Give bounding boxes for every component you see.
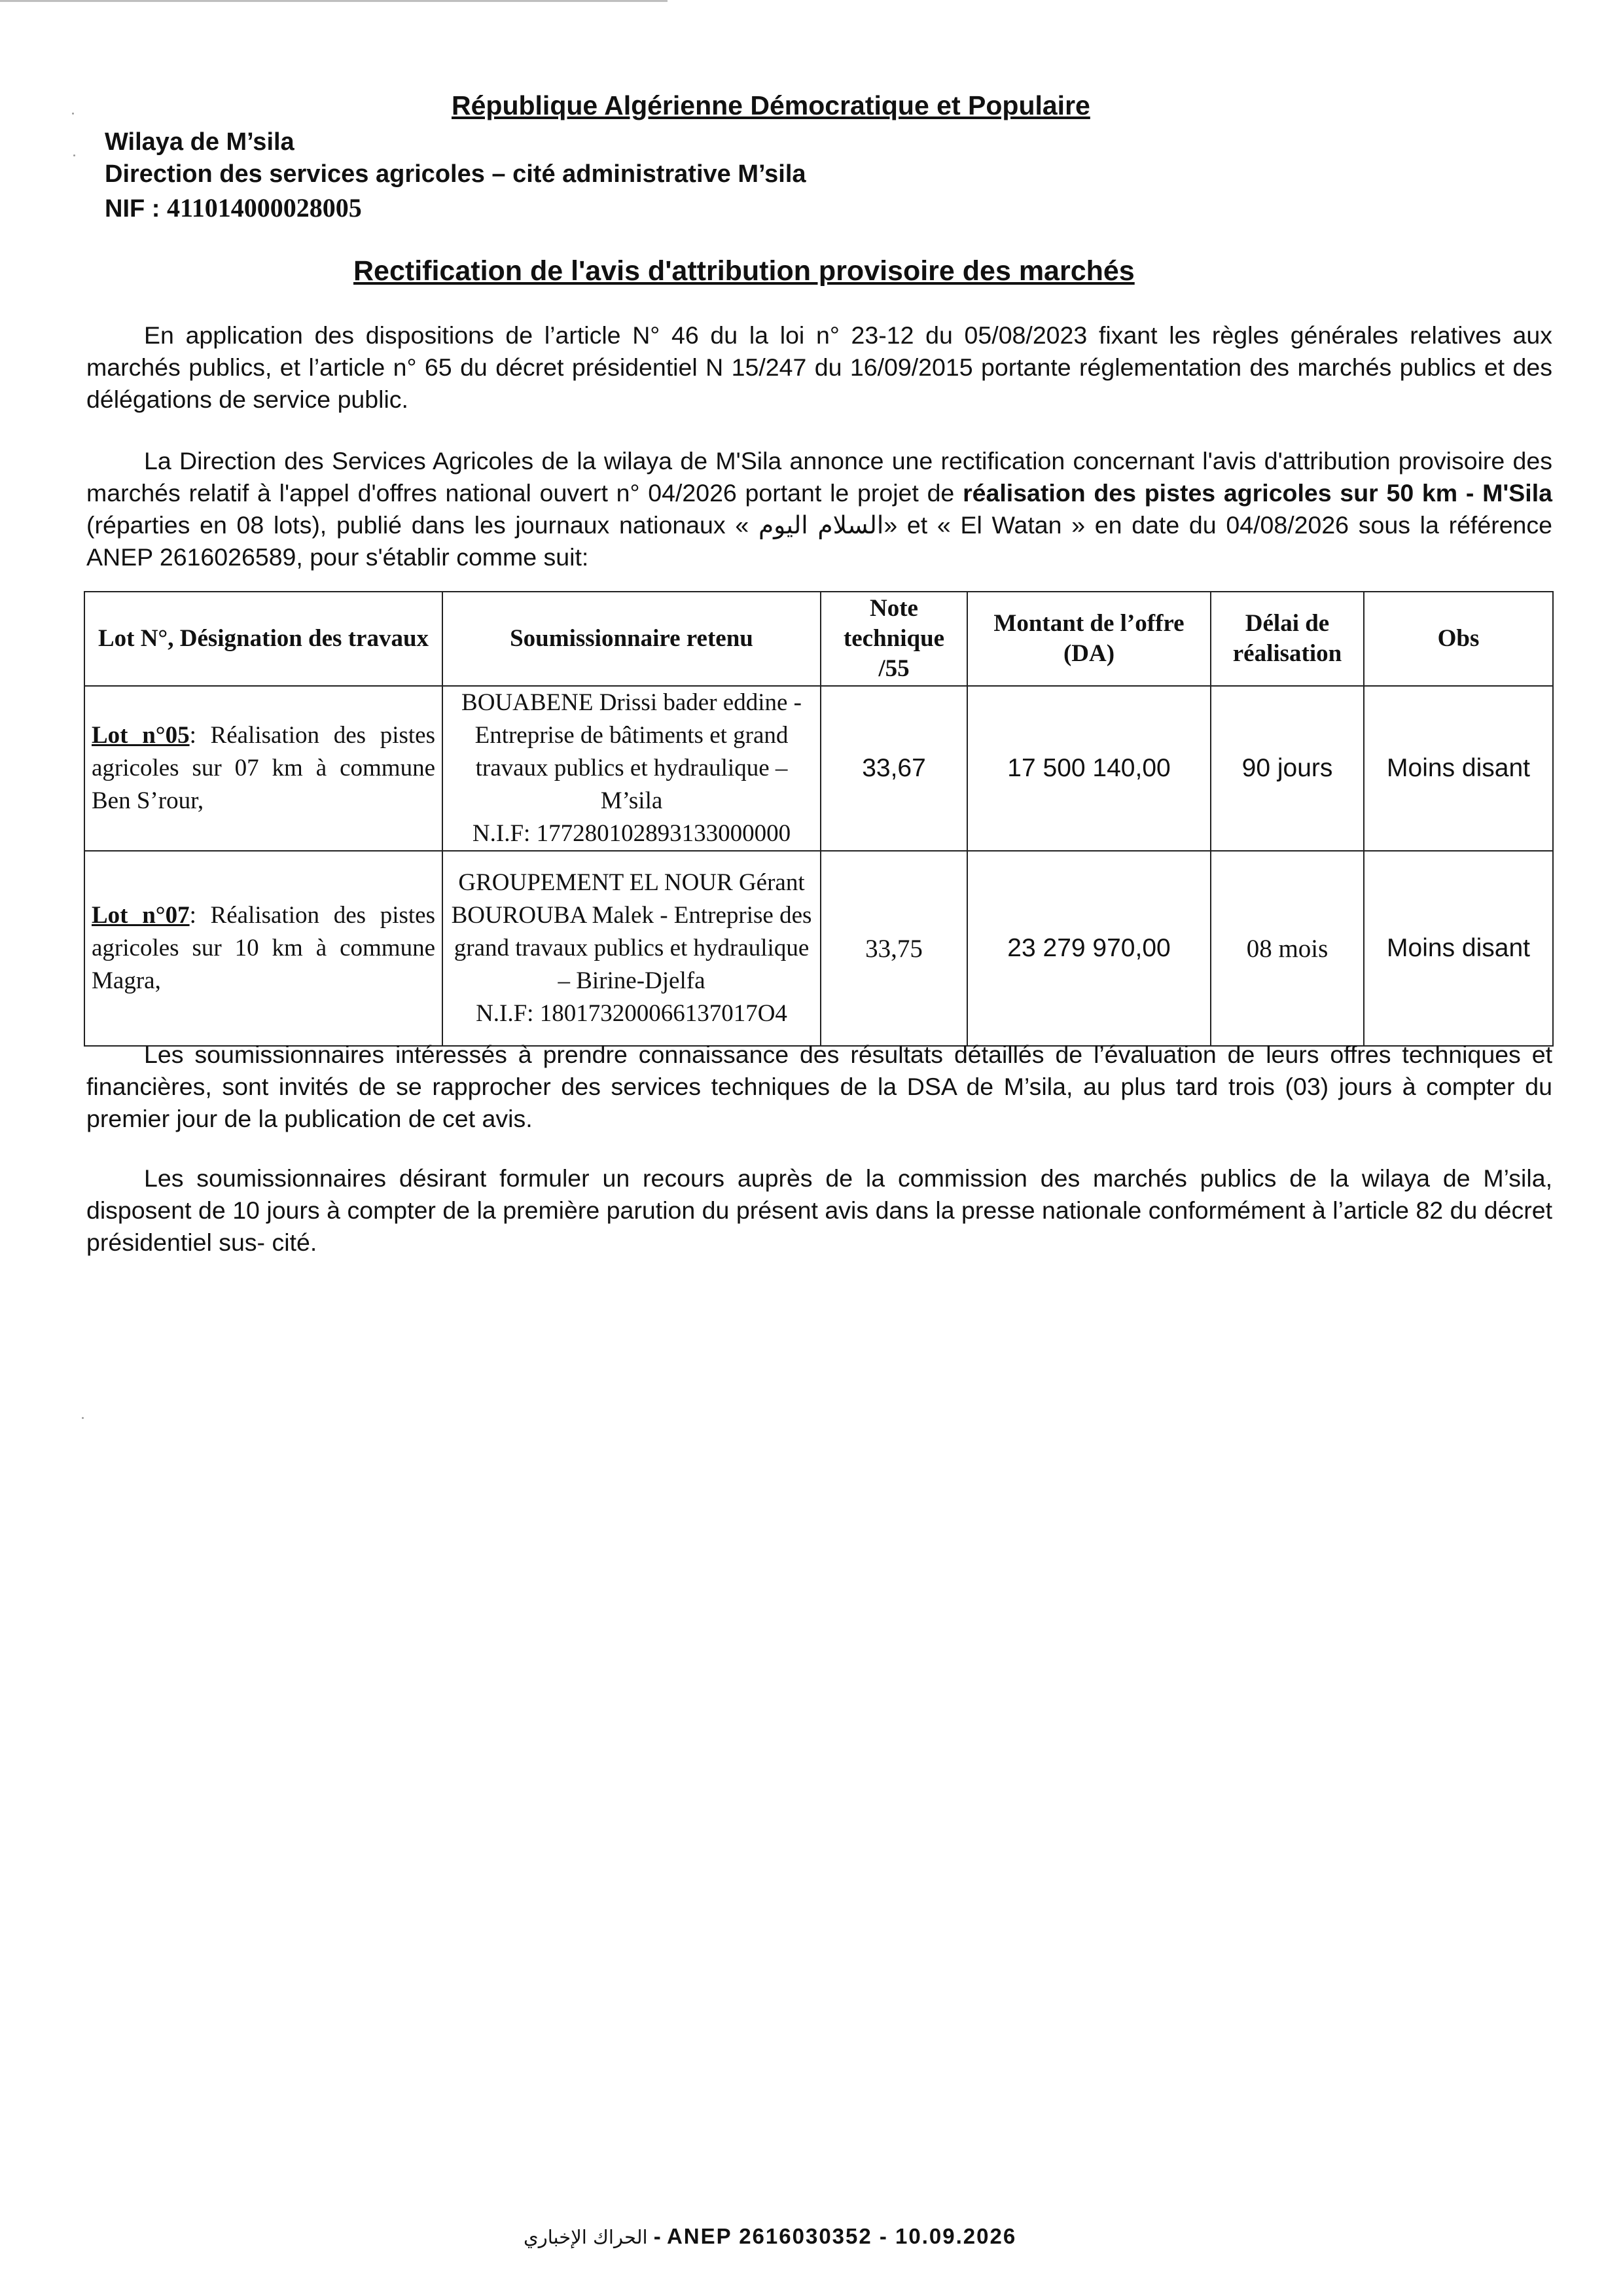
obs-cell: Moins disant: [1364, 686, 1553, 851]
note-cell: 33,67: [821, 686, 967, 851]
publication-footer: [524, 2224, 1016, 2249]
scan-speck: [72, 113, 74, 115]
closing-paragraph-2: [86, 1162, 1552, 1259]
bidder-cell: [442, 851, 821, 1046]
lot-number: Lot n°05: [92, 722, 190, 749]
bidder-nif: N.I.F: 177280102893133000000: [472, 820, 791, 847]
newspaper-name: الحراك الإخباري: [524, 2226, 648, 2248]
bidder-name: BOUABENE Drissi bader eddine - Entreprise de bâtiments et grand travaux publics et hydraulique – M’sila: [461, 689, 802, 814]
bidder-nif: N.I.F: 180173200066137017O4: [476, 1000, 787, 1027]
amount-cell: 17 500 140,00: [967, 686, 1211, 851]
table-row: [84, 686, 1553, 851]
scan-speck: [73, 154, 75, 156]
nif-label: NIF :: [105, 195, 160, 223]
nif-value: 411014000028005: [167, 193, 362, 223]
header-delay: Délai de réalisation: [1211, 592, 1364, 686]
table-header-row: [84, 592, 1553, 686]
nif-line: [105, 192, 362, 223]
table-row: [84, 851, 1553, 1046]
notice-title: Rectification de l'avis d'attribution provisoire des marchés: [353, 255, 1135, 287]
intro-paragraph-2-text-b: (réparties en 08 lots), publié dans les journaux nationaux « السلام اليوم» et « El Watan » en date du 04/08/2026 sous la référence ANEP 2616026589, pour s'établir comme suit:: [86, 511, 1553, 571]
closing-paragraph-2-text: Les soumissionnaires désirant formuler un recours auprès de la commission des marchés publics de la wilaya de M’sila, disposent de 10 jours à compter de la première parution du présent avis dans la presse nationale conformément à l’article 82 du décret présidentiel sus- cité.: [86, 1164, 1552, 1256]
direction-line: Direction des services agricoles – cité administrative M’sila: [105, 160, 806, 188]
header-bidder: Soumissionnaire retenu: [442, 592, 821, 686]
intro-paragraph-1-text: En application des dispositions de l’article N° 46 du la loi n° 23-12 du 05/08/2023 fixant les règles générales relatives aux marchés publics, et l’article n° 65 du décret présidentiel N 15/247 du 16/09/2015 portante réglementation des marchés publics et des délégations de service public.: [86, 321, 1552, 413]
header-note: Note technique /55: [821, 592, 967, 686]
bidder-name: GROUPEMENT EL NOUR Gérant BOUROUBA Malek - Entreprise des grand travaux publics et hydraulique – Birine-Djelfa: [451, 869, 812, 994]
lot-description: : Réalisation des pistes agricoles sur 07 km à commune Ben S’rour,: [92, 722, 435, 814]
closing-paragraph-1-text: Les soumissionnaires intéressés à prendre connaissance des résultats détaillés de l’évaluation de leurs offres techniques et financières, sont invités de se rapprocher des services techniques de la DSA de M’sila, au plus tard trois (03) jours à compter du premier jour de la publication de cet avis.: [86, 1041, 1552, 1132]
bidder-cell: [442, 686, 821, 851]
lot-number: Lot n°07: [92, 902, 190, 929]
project-name: réalisation des pistes agricoles sur 50 km - M'Sila: [963, 479, 1553, 507]
anep-reference: - ANEP 2616030352 - 10.09.2026: [653, 2224, 1017, 2248]
lot-cell: [84, 851, 442, 1046]
republic-heading: République Algérienne Démocratique et Populaire: [452, 90, 1090, 120]
note-cell: 33,75: [821, 851, 967, 1046]
scan-speck: [82, 1417, 84, 1419]
header-lot: Lot N°, Désignation des travaux: [84, 592, 442, 686]
award-table: [84, 591, 1554, 1047]
header-amount: Montant de l’offre (DA): [967, 592, 1211, 686]
delay-cell: 08 mois: [1211, 851, 1364, 1046]
lot-cell: [84, 686, 442, 851]
delay-cell: 90 jours: [1211, 686, 1364, 851]
intro-paragraph-2: [86, 445, 1552, 573]
closing-paragraph-1: [86, 1039, 1552, 1135]
obs-cell: Moins disant: [1364, 851, 1553, 1046]
intro-paragraph-2-text-a: La Direction des Services Agricoles de la wilaya de M'Sila annonce une rectification concernant l'avis d'attribution provisoire des marchés relatif à l'appel d'offres national ouvert n° 04/2026 portant le projet de: [86, 447, 1552, 507]
lot-description: : Réalisation des pistes agricoles sur 10 km à commune Magra,: [92, 902, 435, 994]
amount-cell: 23 279 970,00: [967, 851, 1211, 1046]
header-obs: Obs: [1364, 592, 1553, 686]
intro-paragraph-1: [86, 319, 1552, 416]
wilaya-line: Wilaya de M’sila: [105, 128, 294, 156]
